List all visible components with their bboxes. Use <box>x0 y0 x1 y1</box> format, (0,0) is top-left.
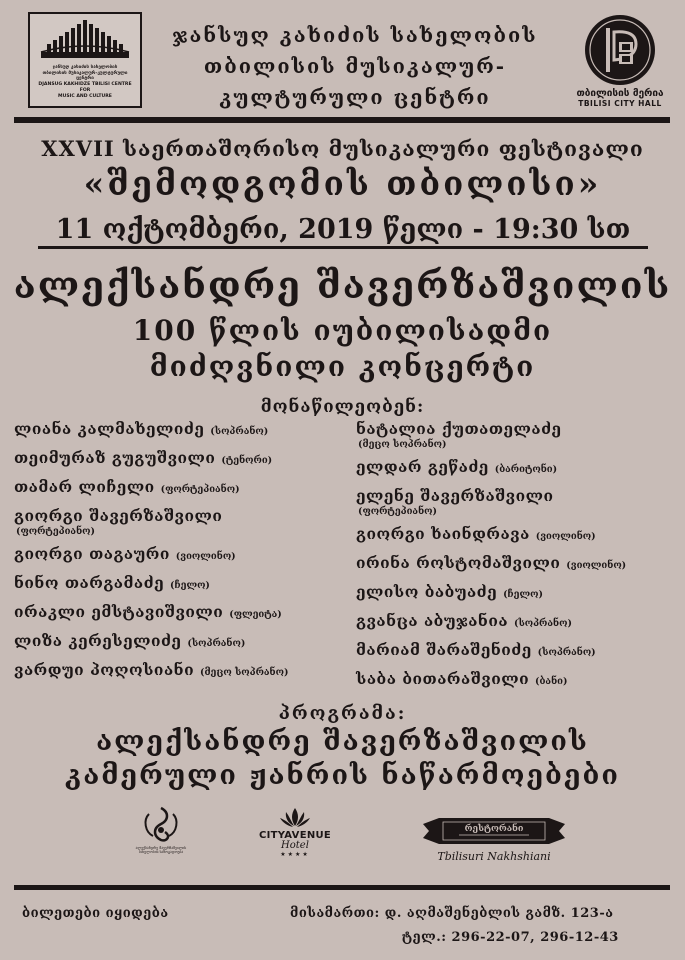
performer-role: (ბარიტონი) <box>494 464 558 475</box>
performer-role: (ვიოლინო) <box>566 560 627 571</box>
performer-name: ელდარ გეწაძე <box>356 457 489 476</box>
performers-left-column <box>14 419 354 689</box>
performer-name: ელენე შავერზაშვილი <box>356 486 554 505</box>
program-line-1: ალექსანდრე შავერზაშვილის <box>96 726 589 757</box>
performer-name: მარიამ შარაშენიძე <box>356 640 532 659</box>
performer-role: (სოპრანო) <box>210 426 269 437</box>
performer-name: გვანცა აბუჯანია <box>356 611 509 630</box>
performer-item <box>356 486 676 518</box>
venue-address: მისამართი: დ. აღმაშენებლის გამზ. 123-ა <box>290 906 614 921</box>
performer-name: ნატალია ქუთათელაძე <box>356 419 562 438</box>
performer-name: გიორგი თაგაური <box>14 544 170 563</box>
cathedral-pipes-icon <box>37 18 133 62</box>
performer-name: ლიანა კალმახელიძე <box>14 419 205 438</box>
program-line-2: კამერული ჟანრის ნაწარმოებები <box>65 760 620 791</box>
hotel-subtitle: Hotel <box>281 840 309 851</box>
performer-role: (სოპრანო) <box>513 618 572 629</box>
city-hall-emblem-icon <box>584 14 656 86</box>
city-hall-name-en: TBILISI CITY HALL <box>578 99 662 108</box>
performer-item <box>14 448 354 471</box>
music-centre-fullname: ჯანსუღ კახიძის სახელობის თბილისის მუსიკალურ-კულტურული ცენტრი DJANSUG KAKHIDZE TBILISI CENTRE FOR MUSIC AND CULTURE <box>38 65 132 99</box>
phone-numbers: ტელ.: 296-22-07, 296-12-43 <box>402 930 619 945</box>
performer-item <box>356 524 676 547</box>
city-hall-name-ka: თბილისის მერია <box>576 88 664 99</box>
performer-name: ირინა როსტომაშვილი <box>356 553 561 572</box>
restaurant-logo <box>414 814 574 863</box>
restaurant-banner-icon <box>419 814 569 848</box>
performer-name: თამარ ლიჩელი <box>14 477 155 496</box>
performer-item <box>14 631 354 654</box>
performer-item <box>14 477 354 500</box>
hotel-stars: ★★★★ <box>280 851 310 858</box>
performer-role: (მეცო სოპრანო) <box>358 439 447 450</box>
performer-role: (ფორტეპიანო) <box>16 526 95 537</box>
performer-role: (ვიოლინო) <box>175 551 236 562</box>
treble-clef-emblem-icon <box>139 806 183 844</box>
performer-item <box>356 582 676 605</box>
performer-role: (ჩელო) <box>170 580 210 591</box>
tickets-info: ბილეთები იყიდება <box>22 906 169 921</box>
society-logo <box>130 806 192 855</box>
dedication-line: მიძღვნილი კონცერტი <box>149 350 536 383</box>
performer-name: გიორგი შავერზაშვილი <box>14 506 223 525</box>
performer-role: (ფორტეპიანო) <box>160 484 240 495</box>
lotus-icon <box>278 806 312 828</box>
performer-item <box>14 544 354 567</box>
performer-item <box>356 419 676 451</box>
performer-item <box>14 506 354 538</box>
festival-name: XXVII საერთაშორისო მუსიკალური ფესტივალი <box>41 136 644 161</box>
performer-role: (სოპრანო) <box>537 647 596 658</box>
performer-role: (სოპრანო) <box>187 638 246 649</box>
organizer-title: ჯანსუღ კახიძის სახელობის თბილისის მუსიკალურ- კულტურული ცენტრი <box>172 23 538 109</box>
music-centre-logo <box>28 12 142 108</box>
restaurant-script-name: Tbilisuri Nakhshiani <box>437 850 551 863</box>
performer-role: (ვიოლინო) <box>535 531 596 542</box>
top-divider <box>14 117 670 123</box>
city-hall-logo <box>570 14 670 114</box>
performer-name: ვარდუი პოღოსიანი <box>14 660 195 679</box>
performer-item <box>14 602 354 625</box>
hotel-name: CITYAVENUE <box>258 830 332 841</box>
society-caption: ალექსანდრე შავერზაშვილის სახელობის საზოგადოება <box>135 846 187 855</box>
performer-role: (ფლეიტა) <box>229 609 282 620</box>
performers-right-column <box>356 419 676 698</box>
performer-item <box>356 553 676 576</box>
performer-role: (ბანი) <box>535 676 568 687</box>
performer-role: (ტენორი) <box>221 455 273 466</box>
performer-name: ირაკლი ემსტავიშვილი <box>14 602 224 621</box>
restaurant-name: რესტორანი <box>464 824 524 834</box>
performer-role: (მეცო სოპრანო) <box>199 667 289 678</box>
performer-name: ლიზა კერესელიძე <box>14 631 182 650</box>
concert-date: 11 ოქტომბერი, 2019 წელი - 19:30 სთ <box>38 214 648 249</box>
performer-item <box>356 457 676 480</box>
performer-role: (ფორტეპიანო) <box>358 506 437 517</box>
hotel-logo <box>250 806 340 858</box>
performer-name: საბა ბითარაშვილი <box>356 669 530 688</box>
jubilee-line: 100 წლის იუბილისადმი <box>132 314 553 347</box>
festival-title: «შემოდგომის თბილისი» <box>83 164 602 203</box>
performer-item <box>356 669 676 692</box>
bottom-divider <box>14 885 670 890</box>
performer-name: ნინო თარგამაძე <box>14 573 165 592</box>
performer-item <box>356 611 676 634</box>
performer-name: ელისო ბაბუაძე <box>356 582 498 601</box>
participants-heading: მონაწილეობენ: <box>260 397 425 417</box>
composer-name: ალექსანდრე შავერზაშვილის <box>13 263 672 307</box>
performer-name: გიორგი ხაინდრავა <box>356 524 530 543</box>
performer-item <box>14 660 354 683</box>
performer-role: (ჩელო) <box>503 589 543 600</box>
performer-item <box>356 640 676 663</box>
performer-name: თეიმურაზ გუგუშვილი <box>14 448 216 467</box>
performer-item <box>14 419 354 442</box>
performer-item <box>14 573 354 596</box>
program-heading: პროგრამა: <box>278 703 407 724</box>
